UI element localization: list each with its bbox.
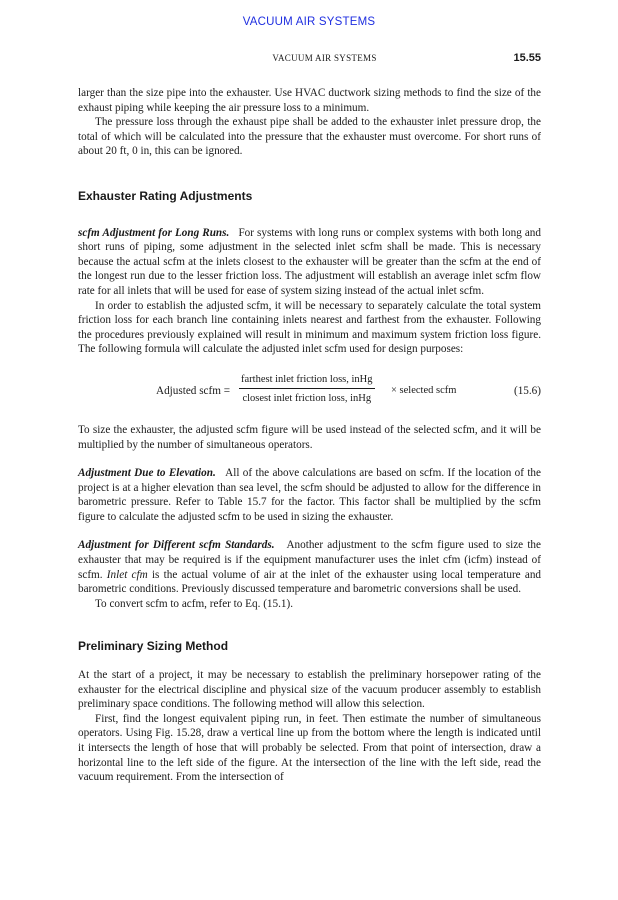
paragraph: The pressure loss through the exhaust pipe shall be added to the exhauster inlet pressure drop, the total of which will be calculated into the pressure that the exhauster must overcome. For short runs of about 20 ft, 0 in, this can be ignored. bbox=[78, 116, 541, 158]
equation-multiplier: × selected scfm bbox=[391, 384, 457, 396]
paragraph-standards bbox=[78, 538, 541, 596]
equation-number: (15.6) bbox=[513, 384, 541, 397]
runin-heading-elevation: Adjustment Due to Elevation. bbox=[78, 467, 216, 480]
equation-denominator: closest inlet friction loss, inHg bbox=[242, 392, 372, 404]
page-header bbox=[78, 53, 541, 69]
section-heading-preliminary-sizing: Preliminary Sizing Method bbox=[78, 639, 229, 654]
paragraph: First, find the longest equivalent piping run, in feet. Then estimate the number of simultaneous operators. Using Fig. 15.28, draw a vertical line up from the bottom where the length is indicated until it intersects the length of hose that will probably be selected. From that point of intersection, draw a horizontal line to the left side of the figure. At the intersection of the line with the left side, read the vacuum requirement. From the intersection of bbox=[78, 712, 541, 784]
runin-heading-long-runs: scfm Adjustment for Long Runs. bbox=[78, 226, 230, 239]
equation-fraction bbox=[239, 373, 375, 405]
runin-heading-standards: Adjustment for Different scfm Standards. bbox=[78, 539, 275, 552]
equation-15-6 bbox=[78, 373, 541, 409]
paragraph: At the start of a project, it may be necessary to establish the preliminary horsepower rating of the exhauster for the electrical discipline and physical size of the vacuum producer assembly to establish preliminary space conditions. The following method will allow this selection. bbox=[78, 669, 541, 711]
paragraph: In order to establish the adjusted scfm, it will be necessary to separately calculate the total system friction loss for each branch line containing inlets nearest and farthest from the exhauster. Following the procedures previously explained will result in minimum and maximum system friction loss figure. The following formula will calculate the adjusted inlet scfm used for design purposes: bbox=[78, 299, 541, 356]
paragraph-long-runs bbox=[78, 226, 541, 299]
paragraph-elevation bbox=[78, 466, 541, 524]
header-section-title: VACUUM AIR SYSTEMS bbox=[272, 53, 377, 63]
paragraph-text: is the actual volume of air at the inlet of the exhauster using local temperature and barometric conditions. Previously discussed temperature and barometric conversions shall be used. bbox=[78, 568, 542, 596]
body-text bbox=[78, 86, 541, 785]
paragraph: To size the exhauster, the adjusted scfm figure will be used instead of the selected scfm, and it will be multiplied by the number of simultaneous operators. bbox=[78, 423, 541, 451]
paragraph: larger than the size pipe into the exhauster. Use HVAC ductwork sizing methods to find the size of the exhaust piping while keeping the air pressure loss to a minimum. bbox=[78, 87, 541, 114]
equation-numerator: farthest inlet friction loss, inHg bbox=[239, 373, 375, 389]
running-head: VACUUM AIR SYSTEMS bbox=[242, 16, 376, 28]
paragraph: To convert scfm to acfm, refer to Eq. (15.1). bbox=[95, 597, 294, 610]
italic-term: Inlet cfm bbox=[106, 568, 148, 581]
paragraph-text: Another adjustment to the scfm figure used to size the exhauster that may be required is if the equipment manufacturer uses the inlet cfm (icfm) instead of scfm. bbox=[78, 539, 541, 581]
equation-label: Adjusted scfm = bbox=[156, 384, 231, 397]
section-heading-exhauster-rating: Exhauster Rating Adjustments bbox=[78, 188, 253, 203]
paragraph-text: For systems with long runs or complex systems with both long and short runs of piping, some adjustment in the selected inlet scfm shall be made. This is necessary because the actual scfm at the inlets closest to the exhauster will be greater than the scfm at the end of the longest run due to the lesser friction loss. The adjustment will establish an average inlet scfm flow rate for all inlets that will be used for ease of system sizing instead of the actual inlet scfm. bbox=[78, 226, 541, 297]
page-number: 15.55 bbox=[513, 52, 541, 64]
paragraph-text: All of the above calculations are based on scfm. If the location of the project is at a higher elevation than sea level, the scfm should be adjusted to allow for the difference in barometric pressure. Refer to Table 15.7 for the factor. This factor shall be multiplied by the scfm figure to calculate the adjusted scfm to be used in sizing the exhauster. bbox=[78, 467, 541, 523]
